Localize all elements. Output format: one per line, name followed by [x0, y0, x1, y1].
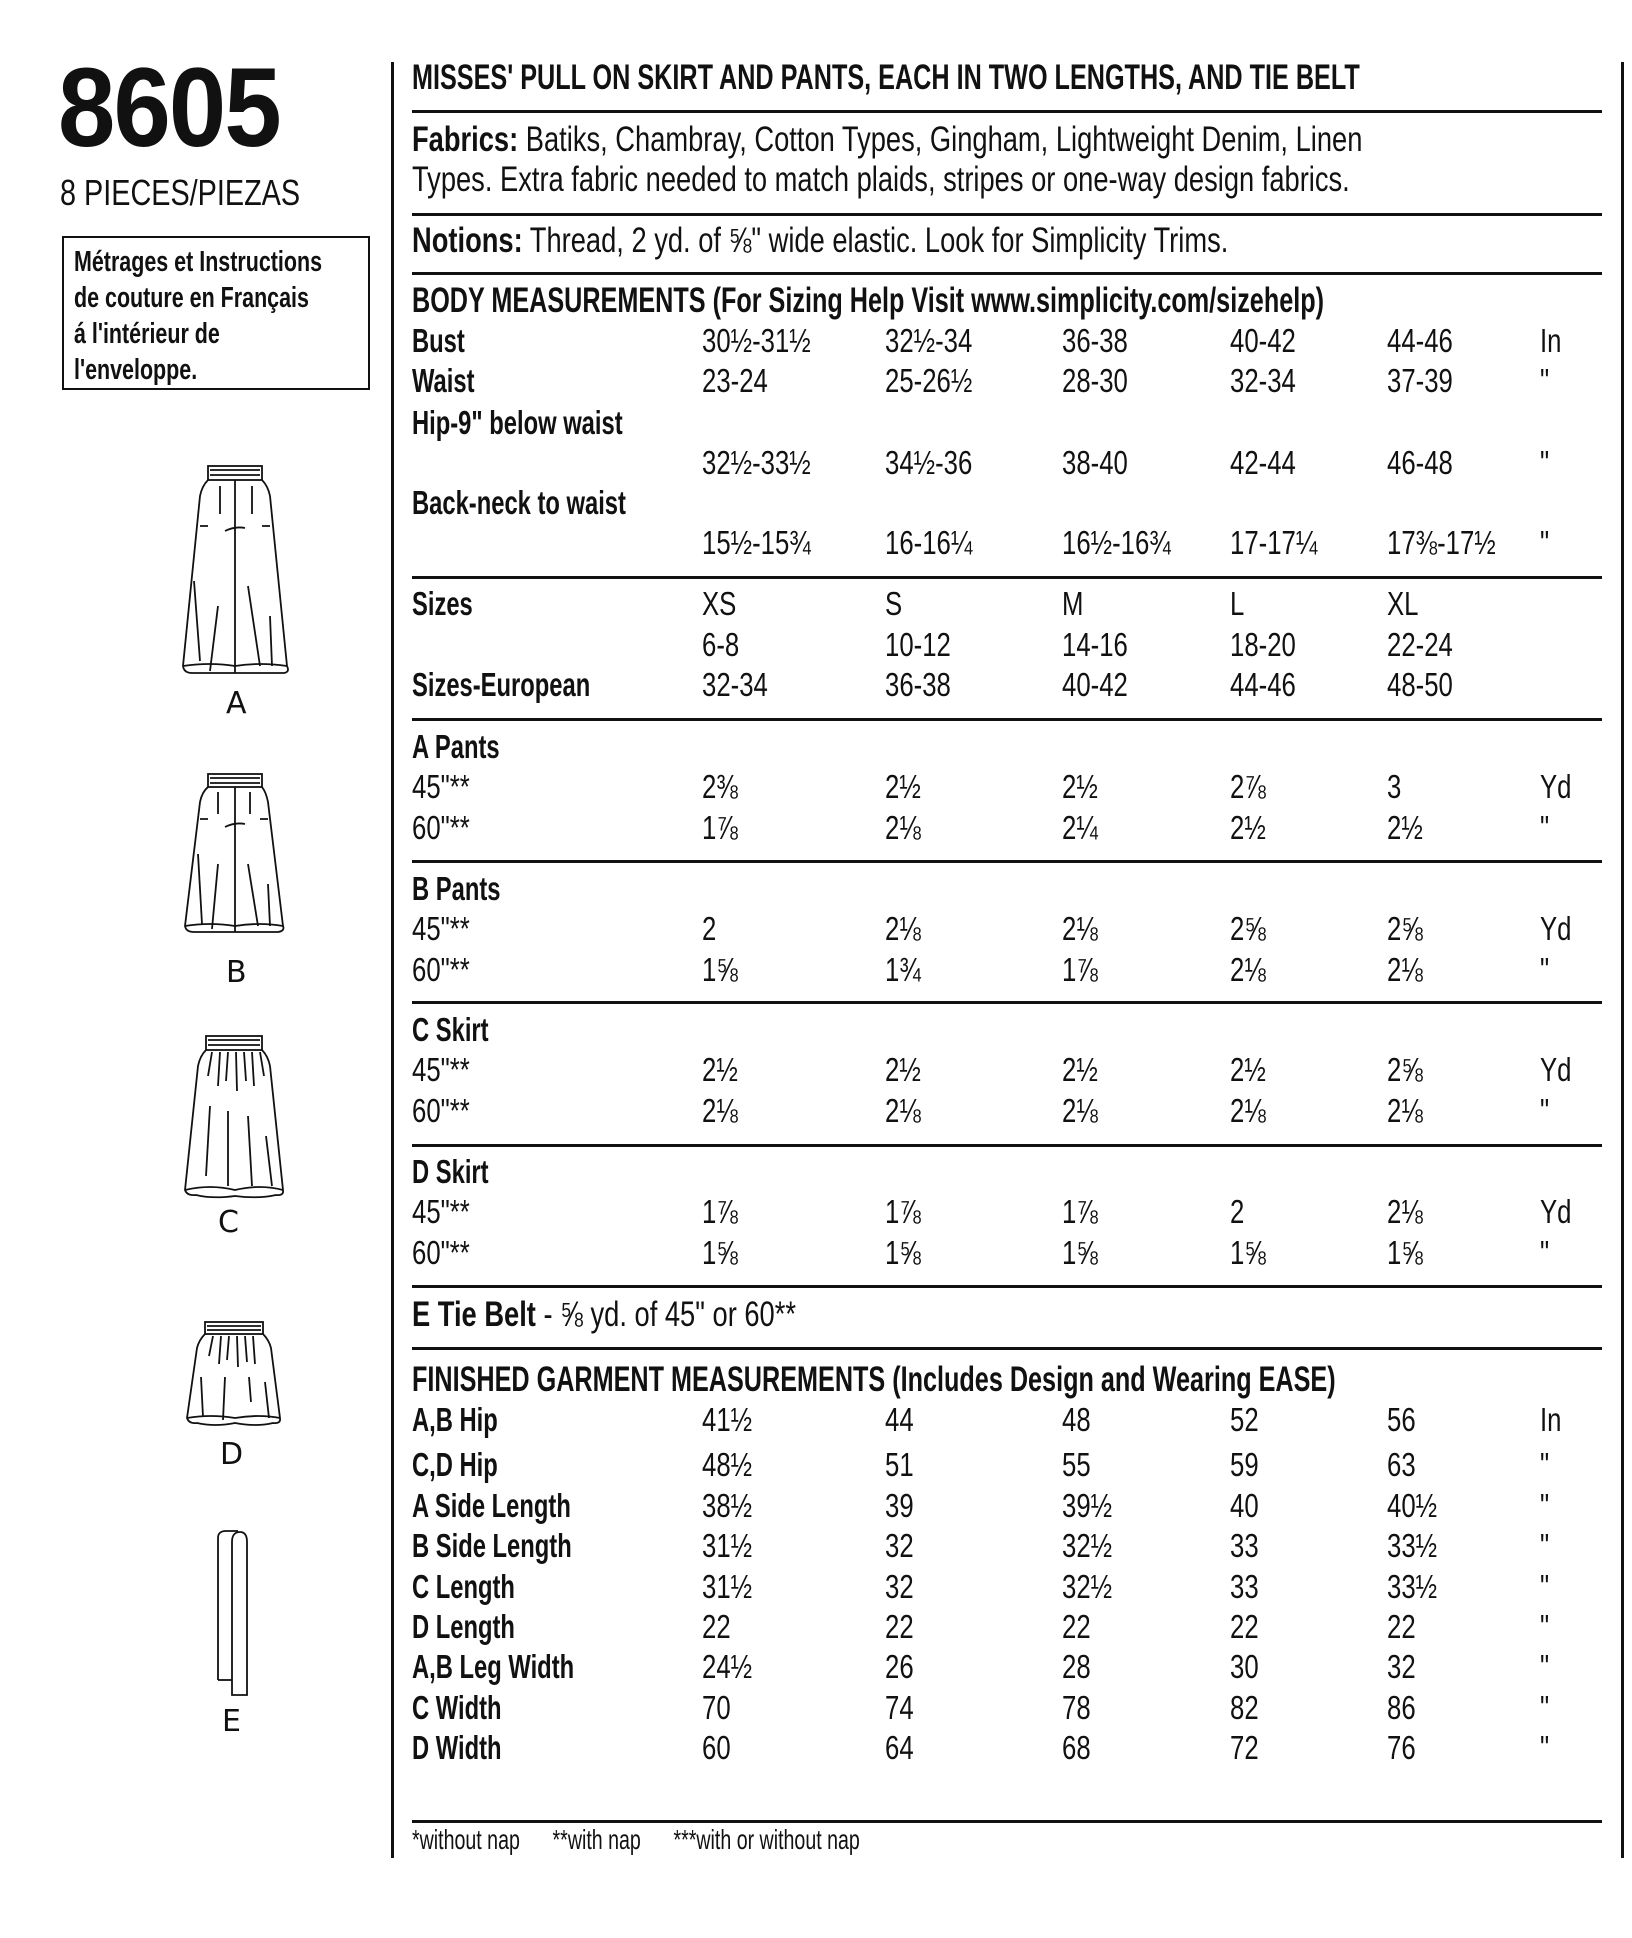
table-cell: 2⅝: [1387, 1051, 1423, 1088]
view-label-e: E: [222, 1704, 241, 1739]
table-cell: 22: [1387, 1608, 1416, 1645]
view-label-b: B: [226, 955, 247, 990]
table-cell: 30: [1230, 1648, 1259, 1685]
fabric-width-label: 60"**: [412, 951, 470, 988]
tie-belt-label: E Tie Belt: [412, 1295, 536, 1334]
wide-leg-pants-short-icon: [182, 774, 288, 934]
gathered-skirt-short-icon: [185, 1322, 285, 1427]
table-cell: 1⅞: [702, 809, 738, 846]
divider: [412, 272, 1602, 275]
row-label: A Side Length: [412, 1487, 571, 1524]
table-cell: 63: [1387, 1446, 1416, 1483]
table-cell: 2⅛: [1062, 1092, 1098, 1129]
unit-label: ": [1540, 1446, 1550, 1483]
table-cell: 17-17¼: [1230, 524, 1318, 561]
tie-belt-yardage: [412, 1295, 796, 1335]
table-cell: 22: [1062, 1608, 1091, 1645]
table-cell: 32½-34: [885, 322, 973, 359]
table-cell: 2½: [1062, 1051, 1098, 1088]
table-cell: 32½-33½: [702, 444, 811, 481]
table-cell: 40½: [1387, 1487, 1438, 1524]
table-cell: 60: [702, 1729, 731, 1766]
notions-section: [412, 221, 1228, 261]
table-cell: 74: [885, 1689, 914, 1726]
table-cell: 2: [702, 910, 717, 947]
row-label: Bust: [412, 322, 465, 359]
table-cell: 1⅝: [885, 1234, 921, 1271]
table-cell: 78: [1062, 1689, 1091, 1726]
row-label: A,B Hip: [412, 1401, 498, 1438]
table-cell: 2⅞: [1230, 768, 1266, 805]
table-cell: 39: [885, 1487, 914, 1524]
table-cell: 46-48: [1387, 444, 1453, 481]
divider: [412, 576, 1602, 579]
right-border: [1621, 62, 1624, 1858]
table-cell: 2½: [885, 1051, 921, 1088]
table-cell: 2⅛: [1387, 1193, 1423, 1230]
table-cell: 44-46: [1387, 322, 1453, 359]
table-cell: 2⅜: [702, 768, 738, 805]
fabric-width-label: 60"**: [412, 1234, 470, 1271]
table-cell: 2½: [885, 768, 921, 805]
unit-label: ": [1540, 1234, 1550, 1271]
unit-label: ": [1540, 1092, 1550, 1129]
table-cell: 1¾: [885, 951, 921, 988]
table-cell: 28-30: [1062, 362, 1128, 399]
table-cell: 33½: [1387, 1568, 1438, 1605]
tie-belt-icon: [216, 1530, 250, 1695]
fabrics-text: Batiks, Chambray, Cotton Types, Gingham, Lightweight Denim, Linen: [518, 120, 1363, 159]
table-cell: 14-16: [1062, 626, 1128, 663]
table-cell: 82: [1230, 1689, 1259, 1726]
table-cell: 1⅞: [885, 1193, 921, 1230]
row-label: Sizes: [412, 585, 473, 622]
fabric-width-label: 45"**: [412, 1193, 470, 1230]
table-cell: 59: [1230, 1446, 1259, 1483]
table-cell: 32-34: [702, 666, 768, 703]
view-label-d: D: [220, 1437, 244, 1472]
table-cell: 26: [885, 1648, 914, 1685]
table-cell: 2⅛: [1387, 951, 1423, 988]
gathered-skirt-long-icon: [182, 1036, 288, 1198]
divider: [412, 1144, 1602, 1147]
divider: [412, 1347, 1602, 1350]
table-cell: 86: [1387, 1689, 1416, 1726]
unit-label: ": [1540, 1689, 1550, 1726]
unit-label: Yd: [1540, 910, 1572, 947]
pattern-number: 8605: [58, 45, 280, 170]
table-cell: 44: [885, 1401, 914, 1438]
table-cell: 68: [1062, 1729, 1091, 1766]
table-cell: 2⅛: [1387, 1092, 1423, 1129]
row-label: Waist: [412, 362, 475, 399]
french-line: l'enveloppe.: [74, 354, 198, 386]
divider: [412, 1285, 1602, 1288]
footnotes: [412, 1824, 860, 1856]
table-cell: 56: [1387, 1401, 1416, 1438]
unit-label: ": [1540, 1527, 1550, 1564]
table-cell: 22: [702, 1608, 731, 1645]
unit-label: ": [1540, 809, 1550, 846]
row-label: C Width: [412, 1689, 502, 1726]
unit-label: ": [1540, 1608, 1550, 1645]
unit-label: Yd: [1540, 768, 1572, 805]
table-cell: 23-24: [702, 362, 768, 399]
unit-label: In: [1540, 322, 1562, 359]
table-cell: 34½-36: [885, 444, 973, 481]
table-cell: 36-38: [1062, 322, 1128, 359]
table-cell: 2½: [702, 1051, 738, 1088]
table-cell: 2⅛: [1062, 910, 1098, 947]
fabric-width-label: 45"**: [412, 768, 470, 805]
table-cell: 32: [885, 1568, 914, 1605]
table-cell: 1⅝: [702, 1234, 738, 1271]
view-heading: C Skirt: [412, 1011, 489, 1048]
table-cell: 10-12: [885, 626, 951, 663]
table-cell: L: [1230, 585, 1245, 622]
table-cell: 1⅝: [702, 951, 738, 988]
row-label: D Width: [412, 1729, 502, 1766]
table-cell: 40-42: [1230, 322, 1296, 359]
divider: [412, 110, 1602, 113]
wide-leg-pants-long-icon: [180, 466, 290, 678]
finished-heading-bold: FINISHED GARMENT MEASUREMENTS: [412, 1360, 886, 1399]
table-cell: 2⅛: [702, 1092, 738, 1129]
table-cell: 2¼: [1062, 809, 1098, 846]
divider: [412, 213, 1602, 216]
notions-label: Notions:: [412, 221, 523, 260]
unit-label: ": [1540, 362, 1550, 399]
unit-label: ": [1540, 1487, 1550, 1524]
table-cell: 1⅝: [1062, 1234, 1098, 1271]
table-cell: 1⅝: [1387, 1234, 1423, 1271]
divider: [412, 718, 1602, 721]
table-cell: 30½-31½: [702, 322, 811, 359]
body-measurements-heading: BODY MEASUREMENTS (For Sizing Help Visit www.simplicity.com/sizehelp): [412, 281, 1325, 320]
table-cell: 31½: [702, 1568, 753, 1605]
table-cell: 22: [1230, 1608, 1259, 1645]
piece-count: 8 PIECES/PIEZAS: [60, 172, 301, 213]
table-cell: 38-40: [1062, 444, 1128, 481]
table-cell: 1⅞: [1062, 951, 1098, 988]
table-cell: 2½: [1062, 768, 1098, 805]
table-cell: 24½: [702, 1648, 753, 1685]
table-cell: 18-20: [1230, 626, 1296, 663]
table-cell: 32½: [1062, 1527, 1113, 1564]
unit-label: ": [1540, 1729, 1550, 1766]
table-cell: 39½: [1062, 1487, 1113, 1524]
footnote: *without nap: [412, 1824, 520, 1855]
table-cell: 1⅞: [1062, 1193, 1098, 1230]
table-cell: 76: [1387, 1729, 1416, 1766]
row-label: A,B Leg Width: [412, 1648, 575, 1685]
table-cell: 38½: [702, 1487, 753, 1524]
table-cell: 28: [1062, 1648, 1091, 1685]
unit-label: ": [1540, 524, 1550, 561]
table-cell: 55: [1062, 1446, 1091, 1483]
french-instructions-box: [62, 236, 370, 390]
fabric-width-label: 60"**: [412, 1092, 470, 1129]
row-label: Sizes-European: [412, 666, 591, 703]
table-cell: 37-39: [1387, 362, 1453, 399]
table-cell: 41½: [702, 1401, 753, 1438]
divider: [412, 1820, 1602, 1823]
notions-text: Thread, 2 yd. of ⅝" wide elastic. Look for Simplicity Trims.: [522, 221, 1229, 260]
row-label: Back-neck to waist: [412, 484, 626, 521]
row-label: C,D Hip: [412, 1446, 498, 1483]
row-label: Hip-9" below waist: [412, 404, 623, 441]
divider: [412, 860, 1602, 863]
table-cell: 42-44: [1230, 444, 1296, 481]
table-cell: 22: [885, 1608, 914, 1645]
french-line: de couture en Français: [74, 282, 309, 314]
table-cell: 48: [1062, 1401, 1091, 1438]
table-cell: 31½: [702, 1527, 753, 1564]
table-cell: 15½-15¾: [702, 524, 811, 561]
fabric-width-label: 60"**: [412, 809, 470, 846]
unit-label: Yd: [1540, 1193, 1572, 1230]
table-cell: 40-42: [1062, 666, 1128, 703]
row-label: C Length: [412, 1568, 515, 1605]
table-cell: 33: [1230, 1527, 1259, 1564]
table-cell: 2⅛: [885, 1092, 921, 1129]
table-cell: 48-50: [1387, 666, 1453, 703]
table-cell: 2: [1230, 1193, 1245, 1230]
table-cell: 2½: [1387, 809, 1423, 846]
french-line: Métrages et Instructions: [74, 246, 323, 278]
french-line: á l'intérieur de: [74, 318, 220, 350]
unit-label: ": [1540, 444, 1550, 481]
pattern-title: MISSES' PULL ON SKIRT AND PANTS, EACH IN TWO LENGTHS, AND TIE BELT: [412, 58, 1360, 97]
table-cell: 3: [1387, 768, 1402, 805]
table-cell: 70: [702, 1689, 731, 1726]
table-cell: XS: [702, 585, 737, 622]
table-cell: 2⅝: [1387, 910, 1423, 947]
table-cell: S: [885, 585, 903, 622]
table-cell: 40: [1230, 1487, 1259, 1524]
view-label-c: C: [218, 1205, 239, 1240]
table-cell: 44-46: [1230, 666, 1296, 703]
finished-heading-rest: (Includes Design and Wearing EASE): [885, 1360, 1336, 1399]
row-label: B Side Length: [412, 1527, 572, 1564]
table-cell: 2⅛: [1230, 951, 1266, 988]
table-cell: 6-8: [702, 626, 740, 663]
table-cell: 36-38: [885, 666, 951, 703]
table-cell: 2⅛: [885, 910, 921, 947]
view-heading: D Skirt: [412, 1153, 489, 1190]
table-cell: 72: [1230, 1729, 1259, 1766]
table-cell: 48½: [702, 1446, 753, 1483]
divider: [412, 1001, 1602, 1004]
table-cell: 2⅛: [1230, 1092, 1266, 1129]
left-divider: [391, 62, 394, 1858]
fabrics-section: [412, 120, 1362, 200]
table-cell: M: [1062, 585, 1084, 622]
table-cell: 33: [1230, 1568, 1259, 1605]
table-cell: 32½: [1062, 1568, 1113, 1605]
table-cell: 1⅞: [702, 1193, 738, 1230]
table-cell: 17⅜-17½: [1387, 524, 1496, 561]
fabric-width-label: 45"**: [412, 1051, 470, 1088]
table-cell: 32: [1387, 1648, 1416, 1685]
table-cell: 2½: [1230, 809, 1266, 846]
table-cell: XL: [1387, 585, 1419, 622]
table-cell: 52: [1230, 1401, 1259, 1438]
table-cell: 2½: [1230, 1051, 1266, 1088]
footnote: **with nap: [552, 1824, 641, 1855]
fabrics-label: Fabrics:: [412, 120, 519, 159]
view-heading: A Pants: [412, 728, 500, 765]
fabrics-text-2: Types. Extra fabric needed to match plaids, stripes or one-way design fabrics.: [412, 160, 1350, 199]
row-label: D Length: [412, 1608, 515, 1645]
unit-label: In: [1540, 1401, 1562, 1438]
view-label-a: A: [226, 686, 247, 721]
unit-label: ": [1540, 1568, 1550, 1605]
unit-label: ": [1540, 1648, 1550, 1685]
table-cell: 32: [885, 1527, 914, 1564]
table-cell: 2⅛: [885, 809, 921, 846]
table-cell: 33½: [1387, 1527, 1438, 1564]
table-cell: 1⅝: [1230, 1234, 1266, 1271]
table-cell: 22-24: [1387, 626, 1453, 663]
unit-label: Yd: [1540, 1051, 1572, 1088]
view-heading: B Pants: [412, 870, 501, 907]
table-cell: 64: [885, 1729, 914, 1766]
finished-measurements-heading: [412, 1360, 1336, 1400]
table-cell: 16-16¼: [885, 524, 973, 561]
table-cell: 16½-16¾: [1062, 524, 1171, 561]
tie-belt-text: - ⅝ yd. of 45" or 60**: [535, 1295, 797, 1334]
table-cell: 2⅝: [1230, 910, 1266, 947]
french-instructions-text: [74, 244, 370, 388]
table-cell: 51: [885, 1446, 914, 1483]
table-cell: 32-34: [1230, 362, 1296, 399]
fabric-width-label: 45"**: [412, 910, 470, 947]
table-cell: 25-26½: [885, 362, 973, 399]
footnote: ***with or without nap: [673, 1824, 860, 1855]
unit-label: ": [1540, 951, 1550, 988]
